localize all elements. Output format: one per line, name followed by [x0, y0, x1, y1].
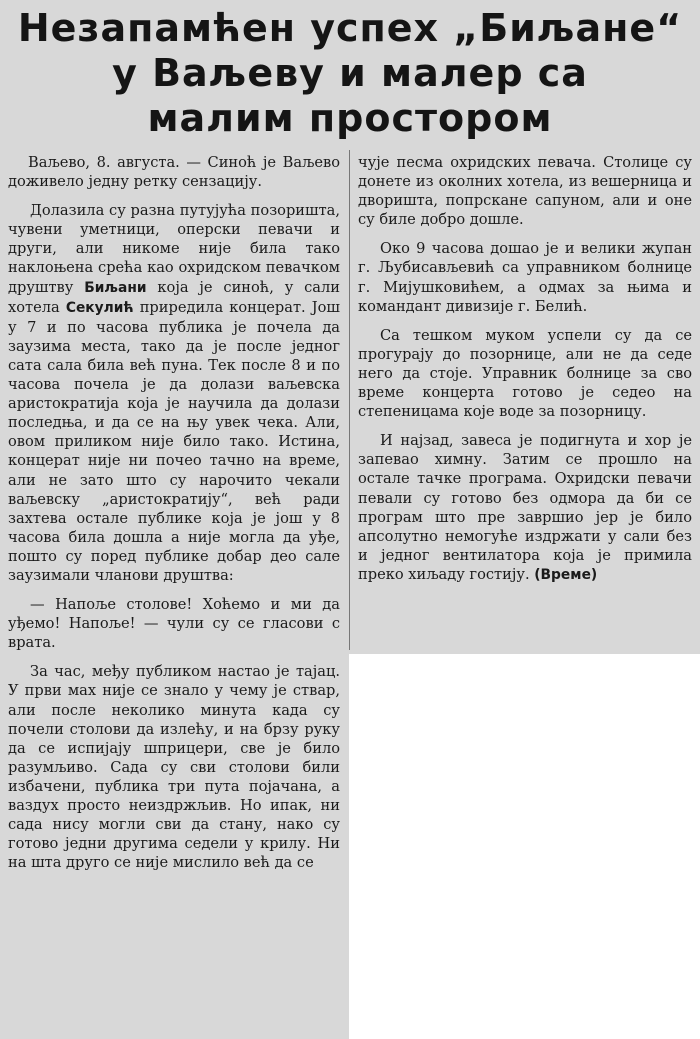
- headline: [0, 6, 700, 141]
- left-column: [8, 153, 340, 882]
- paragraph-text: приредила концерат. Још у 7 и по часова публика је почела да заузима места, тако да је после једног сата сала била већ пуна. Тек после 8 и по часова почела је да долази ваљевска аристократија која је научила да долази последња, и да се на њу увек чека. Али, овом приликом није било тако. Истина, концерат није ни почео тачно на време, али не зато што су нарочито чекали ваљевску „аристократију“, већ ради захтева остале публике која је још у 8 часова била дошла а није могла да уђе, пошто су поред публике добар део сале заузимали чланови друштва:: [8, 298, 340, 584]
- paragraph-dateline: Ваљево, 8. августа. — Синоћ је Ваљево доживело једну ретку сензацију.: [8, 154, 340, 191]
- paragraph-continuation: чује песма охридских певача. Столице су донете из околних хотела, из вешерница и дворишта, попрскане сапуном, али и оне су биле добро дошле.: [358, 154, 692, 229]
- paragraph-text: Долазила су разна путујућа позоришта, чувени уметници, оперски певачи и други, али никоме није била тако наклоњена срећа као охридском певачком друштву: [8, 202, 340, 296]
- paragraph-crowd: За час, међу публиком настао је тајац. У први мах није се знало у чему је ствар, али после неколико минута када су почели столови да излећу, и на брзу руку да се испијају шприцери, све је било разумљиво. Сада су сви столови били избачени, публика три пута појачана, а ваздух просто неиздржљив. Но ипак, ни сада нису могли сви да стану, нако су готово једни другима седели у крилу. Ни на шта друго се није мислило већ да се: [8, 663, 340, 872]
- paragraph-concert: [8, 201, 340, 585]
- right-column: [358, 153, 692, 595]
- bold-society-name: Биљани: [84, 279, 147, 296]
- source-credit: (Време): [534, 566, 598, 583]
- headline-line-1: Незапамћен успех „Биљане“: [17, 6, 683, 50]
- paragraph-stage: Са тешком муком успели су да се прогурају до позорнице, али не да седе него да стоје. Управник болнице за сво време концерта готово је седео на степеницама које воде за позорницу.: [358, 326, 692, 421]
- headline-line-2: у Ваљеву и малер са: [112, 51, 588, 95]
- paragraph-text: И најзад, завеса је подигнута и хор је запевао химну. Затим се прошло на остале тачке програма. Охридски певачи певали су готово без одмора да би се програм што пре завршио јер је било апсолутно немогуће издржати у сали без и једног вентилатора која је примила преко хиљаду гостију.: [358, 432, 692, 583]
- paragraph-text: која је синоћ, у сали хотела: [8, 278, 340, 316]
- bold-hotel-name: Секулић: [65, 299, 134, 316]
- paragraph-officials: Око 9 часова дошао је и велики жупан г. Љубисављевић са управником болнице г. Мијушковићем, а одмах за њима и командант дивизије г. Белић.: [358, 240, 692, 315]
- column-divider: [349, 150, 350, 650]
- paragraph-shouts: — Напоље столове! Хоћемо и ми да уђемо! Напоље! — чули су се гласови с врата.: [8, 596, 340, 652]
- paragraph-anthem: [358, 431, 692, 585]
- headline-line-3: малим простором: [147, 96, 553, 140]
